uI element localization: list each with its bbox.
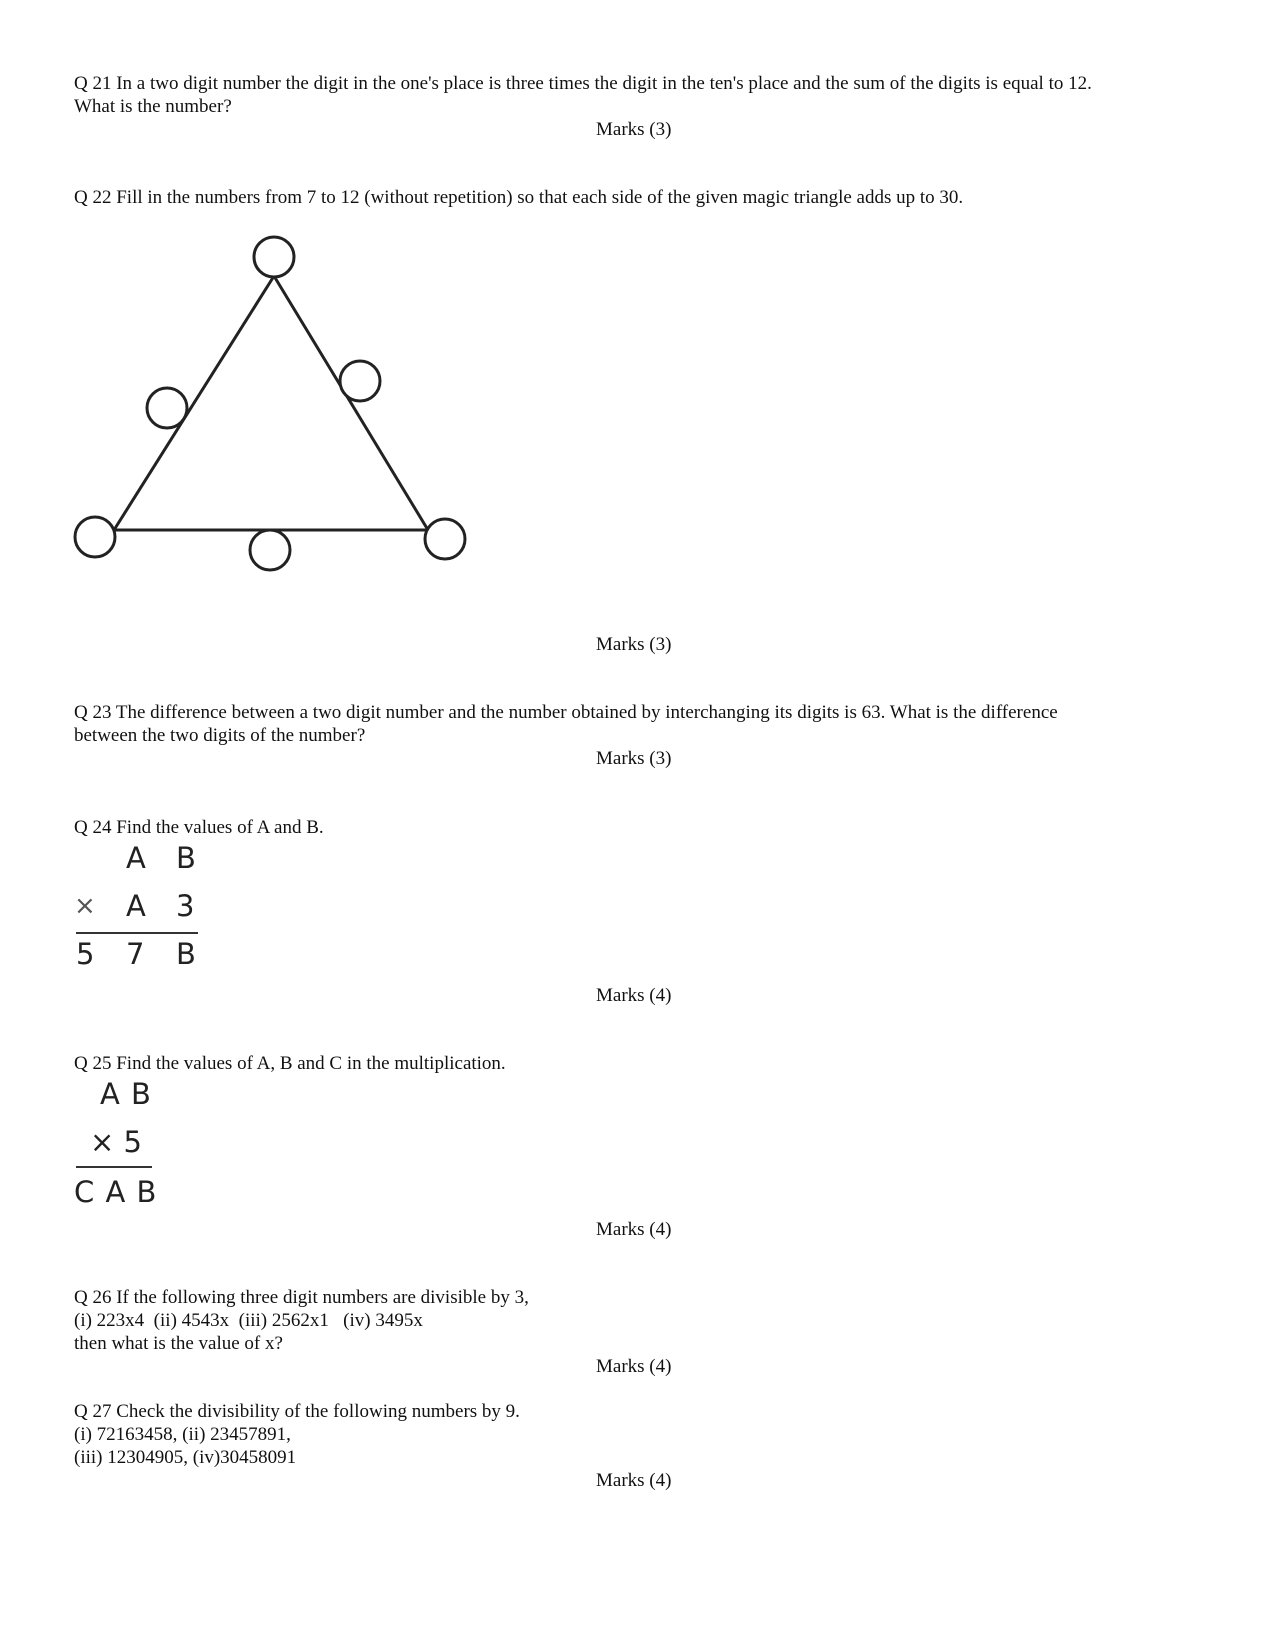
marks-label: Marks (3): [596, 119, 672, 140]
circle-bottom-left[interactable]: [75, 517, 115, 557]
question-text-line: then what is the value of x?: [74, 1333, 283, 1354]
question-text-line: Q 22 Fill in the numbers from 7 to 12 (without repetition) so that each side of the given magic triangle adds up to 30.: [74, 187, 964, 208]
question-text-line: between the two digits of the number?: [74, 725, 366, 746]
circle-left-middle[interactable]: [147, 388, 187, 428]
puzzle-digit: A: [126, 889, 146, 923]
circle-right-middle[interactable]: [340, 361, 380, 401]
question-24: [74, 816, 324, 839]
circle-bottom-right[interactable]: [425, 519, 465, 559]
circle-top[interactable]: [254, 237, 294, 277]
question-text-line: (i) 72163458, (ii) 23457891,: [74, 1424, 291, 1445]
question-text-line: Q 23 The difference between a two digit number and the number obtained by interchanging its digits is 63. What is the difference: [74, 702, 1058, 723]
marks-label: Marks (4): [596, 1470, 672, 1491]
puzzle-row-result: C A B: [74, 1175, 158, 1209]
question-27: [74, 1400, 520, 1469]
puzzle-digit: B: [176, 841, 196, 875]
question-text-line: (iii) 12304905, (iv)30458091: [74, 1447, 297, 1468]
marks-label: Marks (4): [596, 1219, 672, 1240]
question-text-line: Q 27 Check the divisibility of the following numbers by 9.: [74, 1401, 520, 1422]
result-divider: [76, 1166, 152, 1168]
question-25: [74, 1052, 506, 1075]
question-23: [74, 701, 1058, 747]
question-text-line: Q 21 In a two digit number the digit in the one's place is three times the digit in the ten's place and the sum of the digits is equal to 12.: [74, 73, 1092, 94]
marks-label: Marks (4): [596, 985, 672, 1006]
puzzle-digit: 5: [76, 937, 95, 971]
magic-triangle-diagram: [60, 225, 480, 585]
puzzle-digit: 3: [176, 889, 195, 923]
triangle-right-side: [274, 276, 428, 530]
question-text-line: Q 25 Find the values of A, B and C in the multiplication.: [74, 1053, 506, 1074]
marks-label: Marks (4): [596, 1356, 672, 1377]
question-text-line: What is the number?: [74, 96, 232, 117]
question-26: [74, 1286, 529, 1355]
question-text-line: Q 24 Find the values of A and B.: [74, 817, 324, 838]
multiply-sign: ×: [74, 891, 96, 921]
question-21: [74, 72, 1092, 118]
question-22: [74, 186, 963, 209]
puzzle-row-multiplicand: A B: [100, 1077, 152, 1111]
puzzle-digit: 7: [126, 937, 145, 971]
q25-multiplication-puzzle: [74, 1076, 194, 1256]
q24-multiplication-puzzle: [74, 840, 224, 1020]
circle-bottom-middle[interactable]: [250, 530, 290, 570]
puzzle-digit: B: [176, 937, 196, 971]
result-divider: [76, 932, 198, 934]
puzzle-digit: A: [126, 841, 146, 875]
question-text-line: (i) 223x4 (ii) 4543x (iii) 2562x1 (iv) 3495x: [74, 1310, 423, 1331]
question-text-line: Q 26 If the following three digit numbers are divisible by 3,: [74, 1287, 529, 1308]
marks-label: Marks (3): [596, 634, 672, 655]
puzzle-row-multiplier: × 5: [90, 1125, 142, 1159]
triangle-left-side: [114, 276, 274, 530]
marks-label: Marks (3): [596, 748, 672, 769]
